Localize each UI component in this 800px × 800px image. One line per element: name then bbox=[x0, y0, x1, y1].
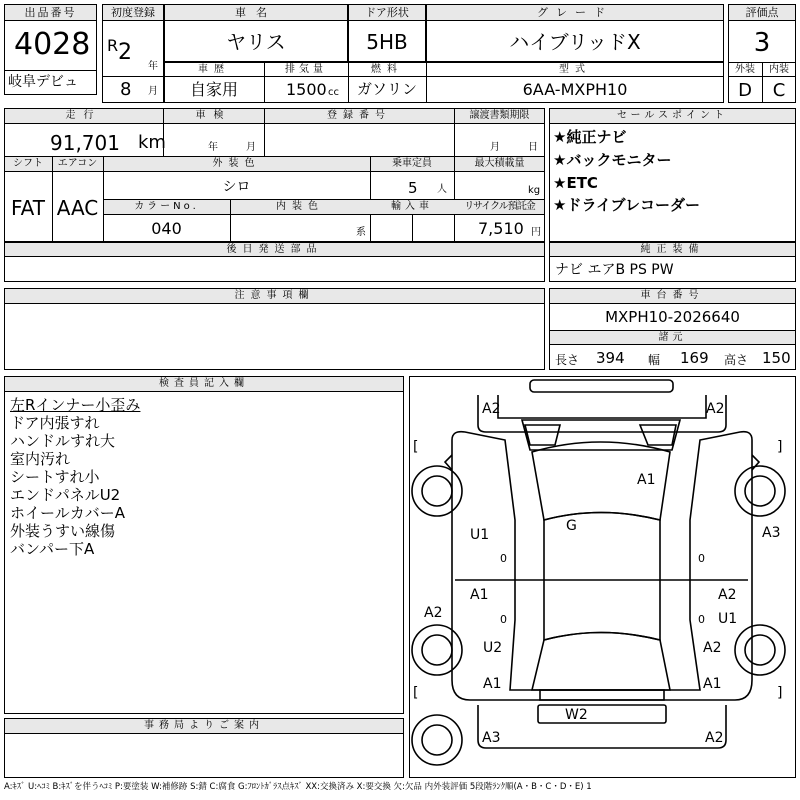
mark-left-quarter: U2 bbox=[483, 640, 503, 656]
bracket-left-1: [ bbox=[413, 439, 419, 455]
score-label: 評価点 bbox=[745, 6, 779, 19]
inspector-line-9: バンパー下A bbox=[10, 540, 95, 558]
month-unit: 月 bbox=[148, 86, 158, 97]
displacement: 1500 bbox=[286, 80, 327, 99]
genuine-label: 純正装備 bbox=[640, 244, 705, 255]
inspector-line-3: ハンドルすれ大 bbox=[10, 432, 116, 450]
sales-point-1: ★純正ナビ bbox=[553, 128, 627, 146]
genuine-equipment: ナビ エアB PS PW bbox=[555, 262, 674, 278]
displacement-unit: cc bbox=[328, 87, 339, 98]
score-value: 3 bbox=[753, 28, 771, 58]
mark-right-rear: A1 bbox=[703, 676, 722, 692]
inspector-line-4: 室内汚れ bbox=[10, 450, 71, 468]
insp-month-unit: 月 bbox=[246, 142, 256, 153]
mark-roof-glass: G bbox=[566, 518, 577, 534]
history: 自家用 bbox=[189, 80, 238, 99]
ext-color-label: 外装色 bbox=[212, 158, 261, 169]
bracket-right-1: ] bbox=[777, 439, 783, 455]
mark-left-rear-door: A1 bbox=[470, 587, 489, 603]
recycle-unit: 円 bbox=[531, 227, 541, 238]
max-load-label: 最大積載量 bbox=[474, 158, 525, 169]
mark-left-rear: A1 bbox=[483, 676, 502, 692]
mark-back-door: W2 bbox=[565, 707, 588, 723]
length: 394 bbox=[596, 349, 625, 367]
inspector-line-5: シートすれ小 bbox=[10, 468, 100, 486]
model-label: 型式 bbox=[559, 64, 591, 75]
door-type: 5HB bbox=[366, 30, 408, 54]
bracket-right-2: ] bbox=[777, 685, 783, 701]
import-label: 輸入車 bbox=[391, 201, 433, 212]
mark-left-front-door: U1 bbox=[470, 527, 490, 543]
sales-point-2: ★バックモニター bbox=[553, 151, 672, 169]
inspection-label: 車検 bbox=[195, 110, 232, 121]
color-no: 040 bbox=[151, 219, 182, 238]
mileage-unit: km bbox=[138, 132, 166, 153]
bracket-left-2: [ bbox=[413, 685, 419, 701]
office-label: 事務局よりご案内 bbox=[144, 720, 264, 731]
specs-label: 諸元 bbox=[658, 332, 687, 343]
grade-label: グレード bbox=[537, 6, 613, 19]
reg-no-label: 登録番号 bbox=[327, 110, 391, 121]
int-label: 内装 bbox=[769, 64, 789, 75]
mark-front-right-bumper: A2 bbox=[706, 401, 725, 417]
car-name: ヤリス bbox=[226, 30, 286, 54]
mileage: 91,701 bbox=[50, 131, 120, 155]
lot-number: 4028 bbox=[14, 27, 91, 62]
color-no-label: カラーNo. bbox=[134, 201, 199, 212]
legend: A:ｷｽﾞ U:ﾍｺﾐ B:ｷｽﾞを伴うﾍｺﾐ P:要塗装 W:補修跡 S:錆 C:腐食 G:ﾌﾛﾝﾄｶﾞﾗｽ点ｷｽﾞ XX:交換済み X:要交換 欠:欠品 内外装評価 5段階ﾗﾝｸ順(A・B・C・D・E) 1 bbox=[4, 782, 592, 792]
capacity: 5 bbox=[408, 179, 418, 197]
mark-hood: A1 bbox=[637, 472, 656, 488]
sales-point-3: ★ETC bbox=[553, 174, 598, 192]
capacity-label: 乗車定員 bbox=[392, 158, 432, 169]
ext-label: 外装 bbox=[735, 64, 755, 75]
mark-right-quarter: A2 bbox=[703, 640, 722, 656]
width: 169 bbox=[680, 349, 709, 367]
aircon-label: エアコン bbox=[57, 158, 98, 169]
venue: 岐阜デビュ bbox=[8, 74, 78, 90]
mark-right-fender: A3 bbox=[762, 525, 781, 541]
year-unit: 年 bbox=[148, 61, 158, 72]
recycle: 7,510 bbox=[478, 219, 524, 238]
later-parts-label: 後日発送部品 bbox=[226, 244, 323, 255]
displacement-label: 排気量 bbox=[285, 64, 327, 75]
zero-mark-1: 0 bbox=[500, 552, 507, 565]
height: 150 bbox=[762, 349, 791, 367]
fuel: ガソリン bbox=[356, 80, 417, 98]
model: 6AA-MXPH10 bbox=[522, 80, 628, 99]
reg-year: 2 bbox=[118, 40, 132, 65]
inspector-line-1: 左Rインナー小歪み bbox=[10, 396, 141, 414]
reg-month: 8 bbox=[120, 79, 132, 100]
zero-mark-4: 0 bbox=[698, 613, 705, 626]
capacity-unit: 人 bbox=[437, 184, 447, 195]
era: R bbox=[107, 36, 119, 55]
mark-rear-right-bumper: A2 bbox=[705, 730, 724, 746]
inspector-line-2: ドア内張すれ bbox=[10, 414, 100, 432]
transfer-day-unit: 日 bbox=[528, 142, 538, 153]
inspector-line-6: エンドパネルU2 bbox=[10, 486, 121, 504]
chassis-number: MXPH10-2026640 bbox=[605, 308, 740, 326]
mark-right-rear-door-dent: U1 bbox=[718, 611, 738, 627]
ext-score: D bbox=[738, 80, 752, 101]
inspector-label: 検査員記入欄 bbox=[159, 378, 249, 389]
height-label: 高さ bbox=[724, 353, 749, 367]
ext-color: シロ bbox=[222, 179, 251, 195]
width-label: 幅 bbox=[648, 353, 661, 367]
fuel-label: 燃料 bbox=[371, 64, 403, 75]
length-label: 長さ bbox=[555, 353, 580, 367]
int-color-unit: 系 bbox=[356, 227, 366, 238]
sales-point-4: ★ドライブレコーダー bbox=[553, 196, 700, 214]
insp-year-unit: 年 bbox=[208, 142, 218, 153]
transfer-label: 譲渡書類期限 bbox=[469, 110, 530, 121]
first-reg-label: 初度登録 bbox=[111, 6, 155, 19]
zero-mark-2: 0 bbox=[698, 552, 705, 565]
zero-mark-3: 0 bbox=[500, 613, 507, 626]
int-color-label: 内装色 bbox=[276, 201, 324, 212]
int-score: C bbox=[772, 80, 786, 101]
car-name-label: 車名 bbox=[235, 6, 277, 19]
chassis-label: 車台番号 bbox=[640, 290, 705, 301]
inspector-line-8: 外装うすい線傷 bbox=[10, 522, 116, 540]
recycle-label: リサイクル預託金 bbox=[464, 201, 535, 212]
inspector-line-7: ホイールカバーA bbox=[10, 504, 125, 522]
shift: FAT bbox=[10, 196, 45, 220]
lot-label: 出品番号 bbox=[24, 6, 77, 19]
shift-label: シフト bbox=[13, 158, 43, 169]
mileage-label: 走行 bbox=[65, 110, 102, 121]
mark-right-rear-door: A2 bbox=[718, 587, 737, 603]
history-label: 車歴 bbox=[198, 64, 230, 75]
mark-rear-left-bumper: A3 bbox=[482, 730, 501, 746]
door-label: ドア形状 bbox=[365, 6, 409, 19]
sales-points-label: セールスポイント bbox=[616, 110, 729, 121]
max-load-unit: kg bbox=[528, 185, 541, 196]
grade: ハイブリッドX bbox=[509, 30, 641, 54]
mark-front-left-bumper: A2 bbox=[482, 401, 501, 417]
aircon: AAC bbox=[56, 196, 99, 220]
notes-label: 注意事項欄 bbox=[234, 290, 315, 301]
transfer-month-unit: 月 bbox=[490, 142, 500, 153]
mark-left-rocker: A2 bbox=[424, 605, 443, 621]
